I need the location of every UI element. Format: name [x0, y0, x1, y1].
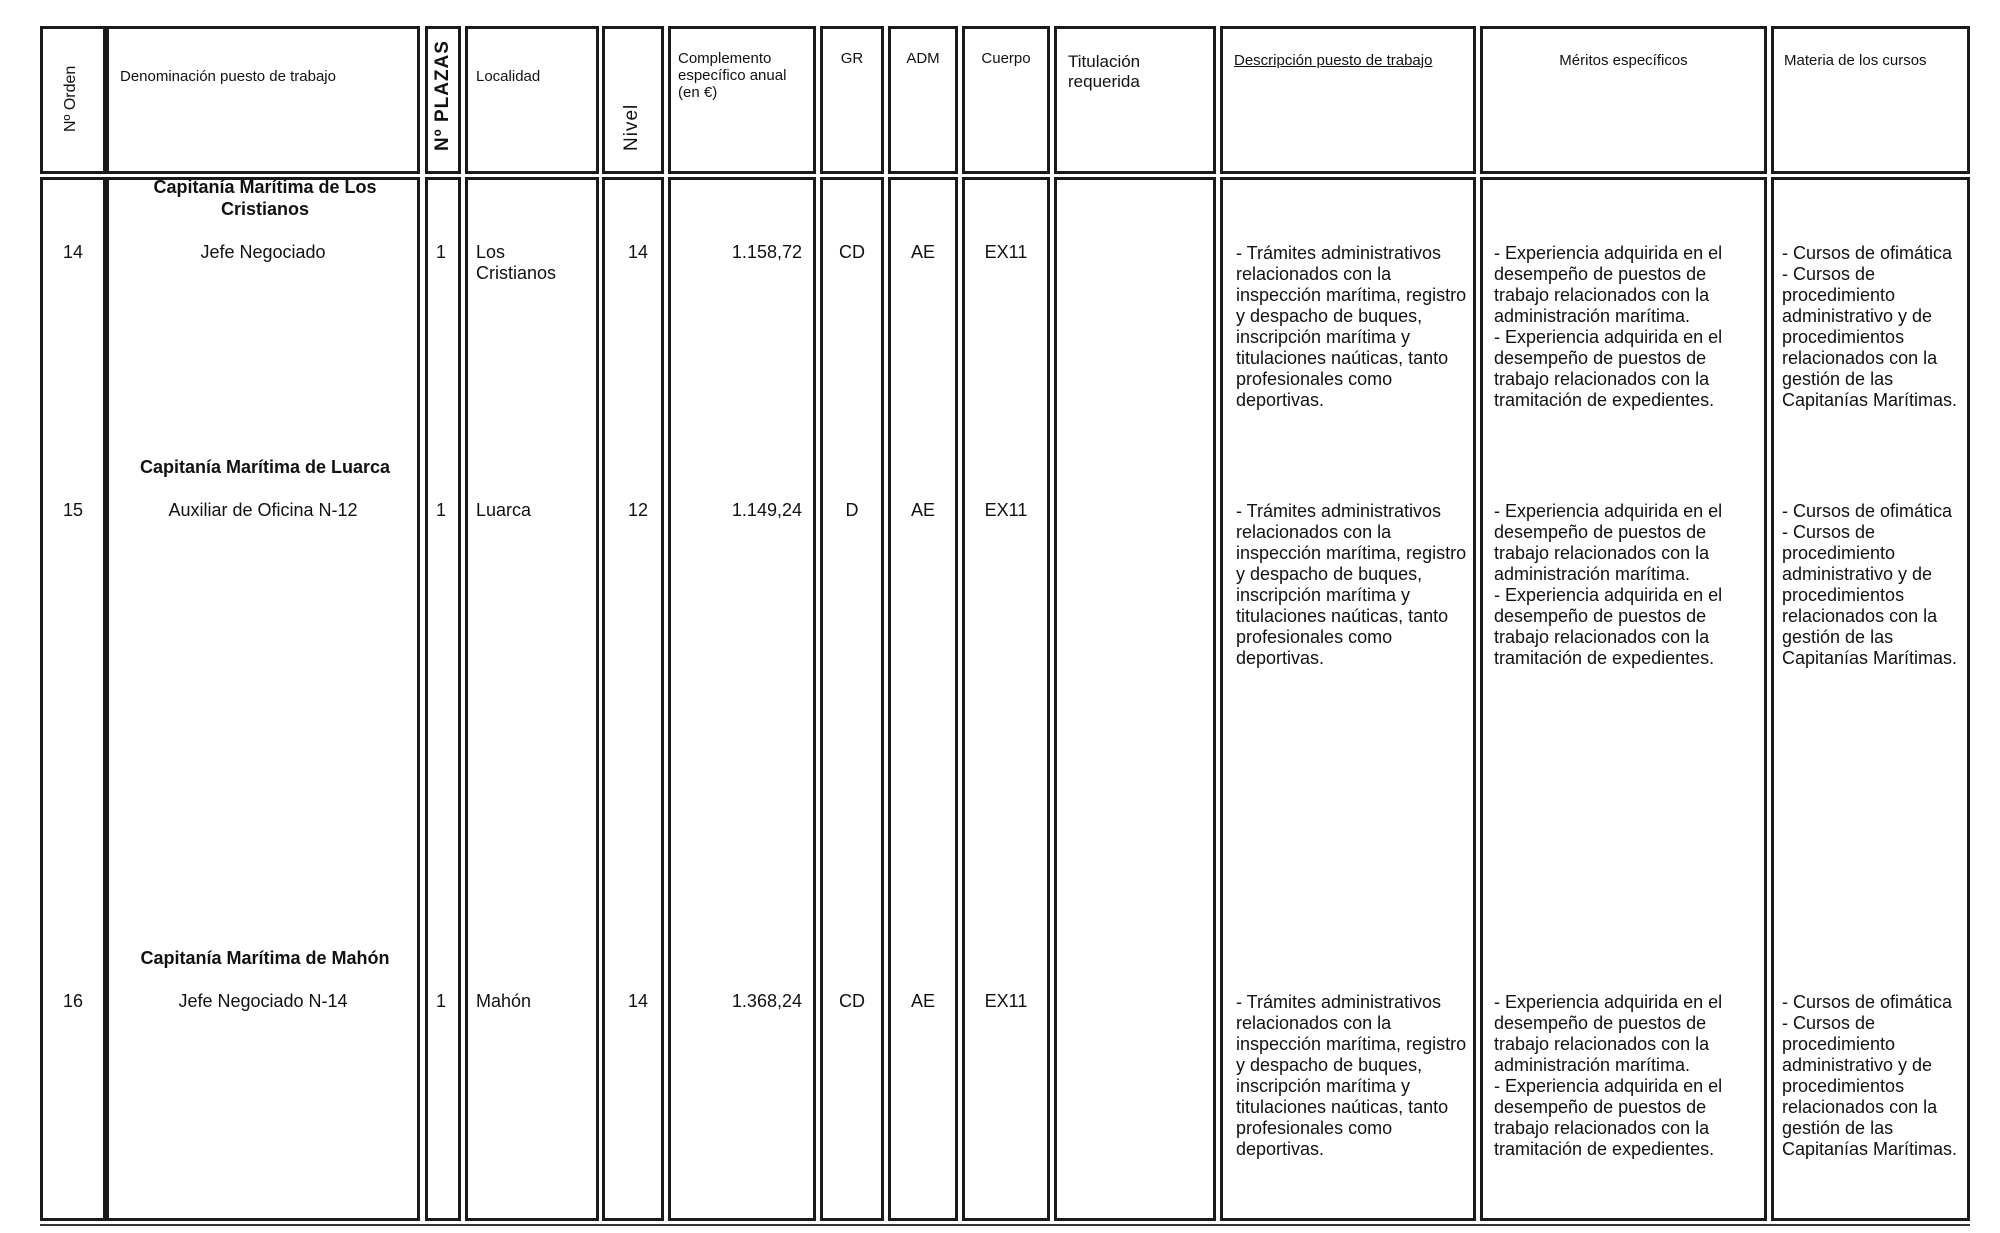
col-localidad-header-frame — [465, 26, 599, 174]
row-plazas: 1 — [436, 242, 447, 262]
col-denominacion-header-frame — [106, 26, 420, 174]
row-gr: D — [845, 500, 859, 520]
row-nivel: 14 — [627, 242, 648, 262]
header-localidad: Localidad — [476, 68, 541, 85]
header-gr: GR — [840, 50, 864, 67]
row-nivel: 14 — [627, 991, 648, 1011]
row-denominacion: Jefe Negociado — [200, 242, 326, 262]
col-complemento-body-frame — [668, 177, 816, 1221]
row-nivel: 12 — [627, 500, 648, 520]
col-adm-header-frame — [888, 26, 958, 174]
row-localidad: Luarca — [476, 500, 532, 520]
header-nivel: Nivel — [621, 103, 642, 151]
row-cuerpo: EX11 — [984, 242, 1028, 262]
row-orden: 16 — [62, 991, 84, 1011]
header-meritos: Méritos específicos — [1559, 52, 1688, 69]
col-nivel-body-frame — [602, 177, 664, 1221]
row-plazas: 1 — [436, 500, 447, 520]
header-complemento: Complemento específico anual (en €) — [678, 50, 787, 101]
row-gr: CD — [839, 991, 865, 1011]
header-orden: Nº Orden — [62, 65, 79, 132]
header-denominacion: Denominación puesto de trabajo — [120, 68, 336, 85]
col-gr-body-frame — [820, 177, 884, 1221]
bottom-rule — [40, 1224, 1970, 1226]
row-cuerpo: EX11 — [984, 991, 1028, 1011]
row-adm: AE — [910, 242, 935, 262]
col-denominacion-body-frame — [106, 177, 420, 1221]
col-materia-header-frame — [1771, 26, 1970, 174]
row-localidad: Los Cristianos — [476, 242, 557, 283]
row-denominacion: Auxiliar de Oficina N-12 — [168, 500, 358, 520]
row-descripcion: - Trámites administrativos relacionados con la inspección marítima, registro y despacho de buques, inscripción marítima y titulaciones naúticas, tanto profesionales como deportivas. — [1236, 992, 1467, 1159]
col-cuerpo-header-frame — [962, 26, 1050, 174]
row-materia: - Cursos de ofimática - Cursos de procedimiento administrativo y de procedimientos relacionados con la gestión de las Capitanías Marítimas. — [1782, 243, 1958, 410]
row-plazas: 1 — [436, 991, 447, 1011]
row-materia: - Cursos de ofimática - Cursos de procedimiento administrativo y de procedimientos relacionados con la gestión de las Capitanías Marítimas. — [1782, 992, 1958, 1159]
group-heading: Capitanía Marítima de Los Cristianos — [153, 177, 377, 219]
row-adm: AE — [910, 500, 935, 520]
group-heading: Capitanía Marítima de Mahón — [140, 948, 390, 968]
col-meritos-header-frame — [1480, 26, 1767, 174]
col-orden-body-frame — [40, 177, 106, 1221]
col-titulacion-body-frame — [1054, 177, 1216, 1221]
row-adm: AE — [910, 991, 935, 1011]
row-complemento: 1.368,24 — [731, 991, 802, 1011]
row-cuerpo: EX11 — [984, 500, 1028, 520]
row-gr: CD — [839, 242, 865, 262]
col-plazas-body-frame — [425, 177, 461, 1221]
col-titulacion-header-frame — [1054, 26, 1216, 174]
row-orden: 15 — [62, 500, 84, 520]
col-localidad-body-frame — [465, 177, 599, 1221]
row-meritos: - Experiencia adquirida en el desempeño de puestos de trabajo relacionados con la administración marítima. - Experiencia adquirida en el desempeño de puestos de trabajo relacionados con la tramitación de expedientes. — [1494, 992, 1723, 1159]
col-adm-body-frame — [888, 177, 958, 1221]
col-cuerpo-body-frame — [962, 177, 1050, 1221]
header-cuerpo: Cuerpo — [981, 50, 1031, 67]
row-localidad: Mahón — [476, 991, 532, 1011]
row-complemento: 1.149,24 — [731, 500, 802, 520]
header-materia: Materia de los cursos — [1784, 52, 1927, 69]
row-meritos: - Experiencia adquirida en el desempeño de puestos de trabajo relacionados con la administración marítima. - Experiencia adquirida en el desempeño de puestos de trabajo relacionados con la tramitación de expedientes. — [1494, 243, 1723, 410]
row-descripcion: - Trámites administrativos relacionados con la inspección marítima, registro y despacho de buques, inscripción marítima y titulaciones naúticas, tanto profesionales como deportivas. — [1236, 501, 1467, 668]
header-adm: ADM — [906, 50, 940, 67]
row-complemento: 1.158,72 — [731, 242, 802, 262]
header-descripcion: Descripción puesto de trabajo — [1234, 52, 1433, 69]
row-orden: 14 — [62, 242, 84, 262]
col-nivel-header-frame — [602, 26, 664, 174]
header-plazas: Nº PLAZAS — [432, 40, 453, 151]
row-denominacion: Jefe Negociado N-14 — [178, 991, 348, 1011]
row-materia: - Cursos de ofimática - Cursos de procedimiento administrativo y de procedimientos relacionados con la gestión de las Capitanías Marítimas. — [1782, 501, 1958, 668]
positions-table — [40, 26, 1970, 1221]
col-gr-header-frame — [820, 26, 884, 174]
group-heading: Capitanía Marítima de Luarca — [139, 457, 391, 477]
row-descripcion: - Trámites administrativos relacionados con la inspección marítima, registro y despacho de buques, inscripción marítima y titulaciones naúticas, tanto profesionales como deportivas. — [1236, 243, 1467, 410]
col-descripcion-header-frame — [1220, 26, 1476, 174]
header-titulacion: Titulación requerida — [1068, 52, 1141, 91]
row-meritos: - Experiencia adquirida en el desempeño de puestos de trabajo relacionados con la administración marítima. - Experiencia adquirida en el desempeño de puestos de trabajo relacionados con la tramitación de expedientes. — [1494, 501, 1723, 668]
